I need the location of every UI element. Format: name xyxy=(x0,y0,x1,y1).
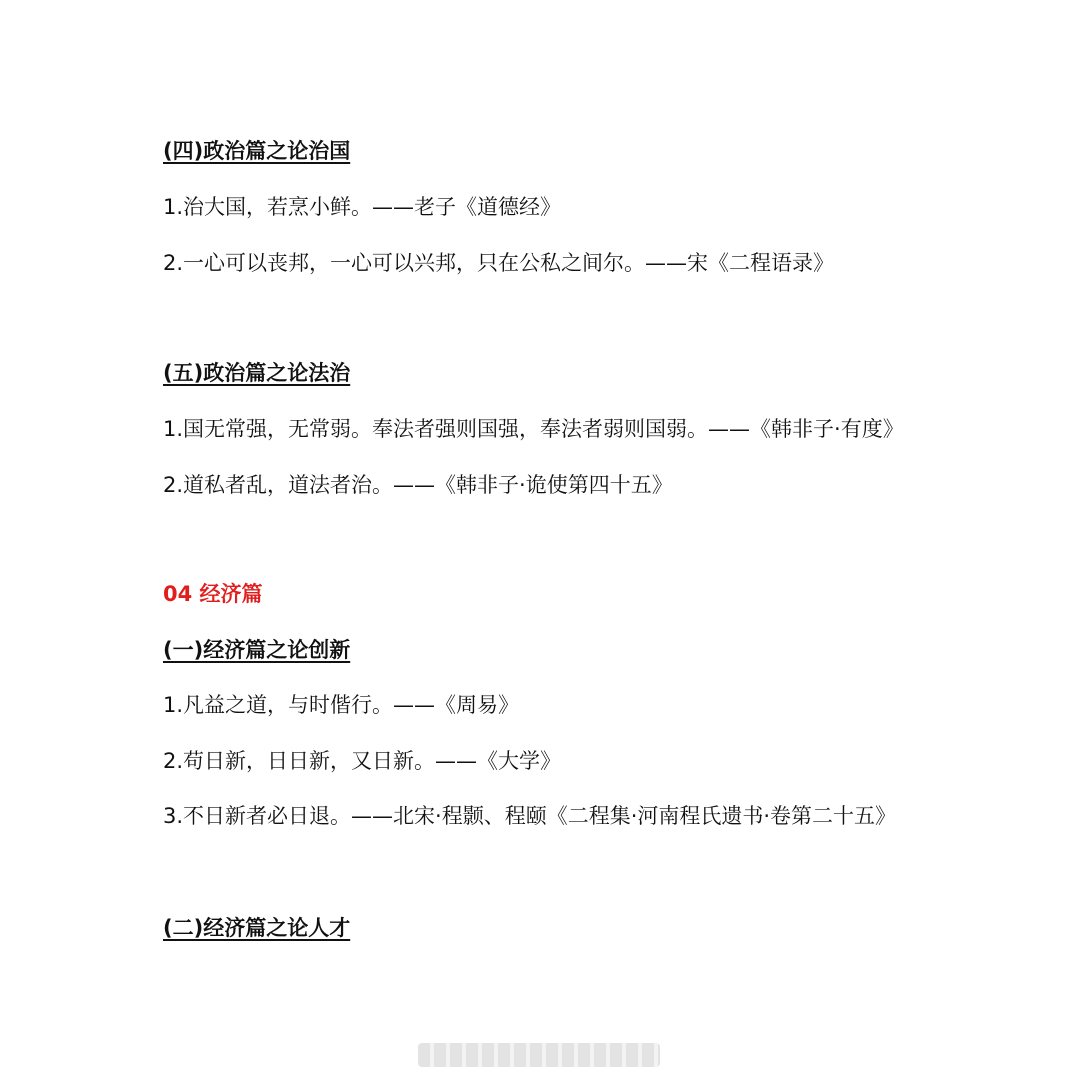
section-heading-governance: (四)政治篇之论治国 xyxy=(163,139,351,163)
quote-item: 1.治大国，若烹小鲜。——老子《道德经》 xyxy=(163,195,562,219)
quote-item: 2.苟日新，日日新，又日新。——《大学》 xyxy=(163,749,562,773)
quote-item: 1.国无常强，无常弱。奉法者强则国强，奉法者弱则国弱。——《韩非子·有度》 xyxy=(163,417,904,441)
quote-item: 1.凡益之道，与时偕行。——《周易》 xyxy=(163,693,520,717)
quote-item: 2.一心可以丧邦，一心可以兴邦，只在公私之间尔。——宋《二程语录》 xyxy=(163,251,835,275)
chapter-title: 04 经济篇 xyxy=(163,582,263,606)
section-heading-innovation: (一)经济篇之论创新 xyxy=(163,638,351,662)
section-heading-talent: (二)经济篇之论人才 xyxy=(163,916,351,940)
quote-item: 3.不日新者必日退。——北宋·程颢、程颐《二程集·河南程氏遗书·卷第二十五》 xyxy=(163,804,897,828)
section-heading-rule-of-law: (五)政治篇之论法治 xyxy=(163,361,351,385)
watermark xyxy=(418,1043,660,1067)
quote-item: 2.道私者乱，道法者治。——《韩非子·诡使第四十五》 xyxy=(163,473,673,497)
